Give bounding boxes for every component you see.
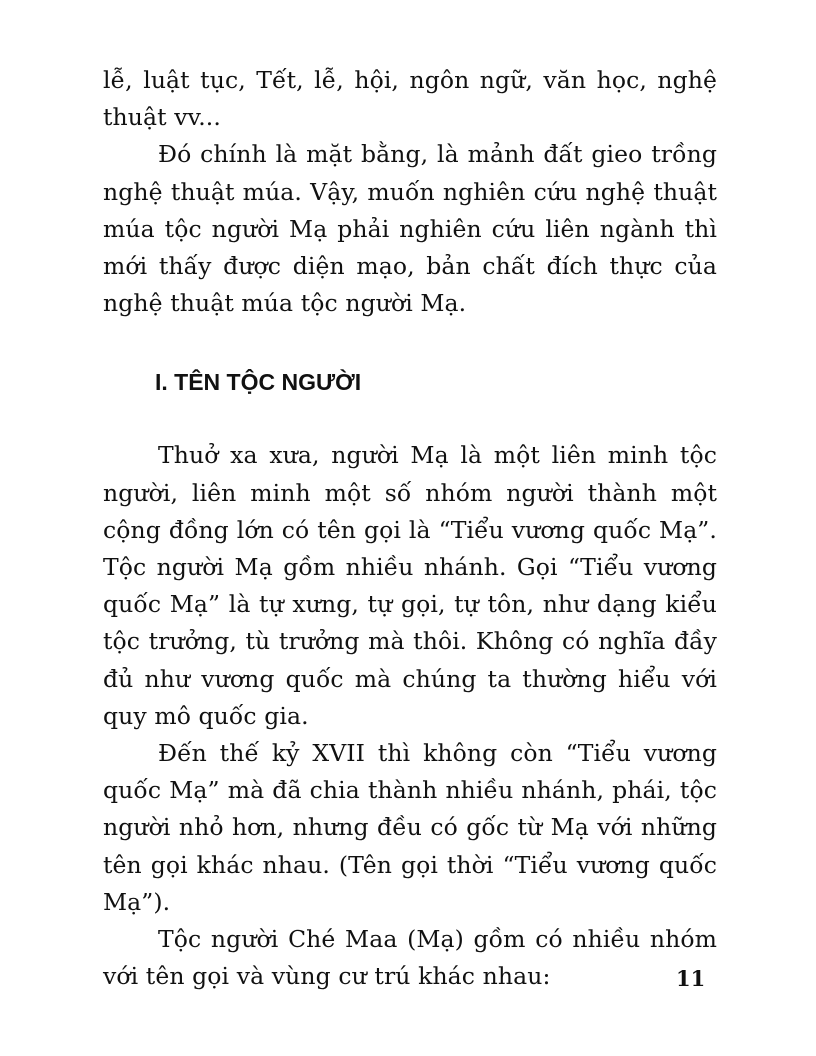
page-number: 11 [676, 966, 706, 991]
paragraph-continuation: lễ, luật tục, Tết, lễ, hội, ngôn ngữ, văn học, nghệ thuật vv... [103, 66, 717, 132]
paragraph-intro: Đó chính là mặt bằng, là mảnh đất gieo trồng nghệ thuật múa. Vậy, muốn nghiên cứu nghệ thuật múa tộc người Mạ phải nghiên cứu liên ngành thì mới thấy được diện mạo, bản chất đích thực của nghệ thuật múa tộc người Mạ. [103, 140, 717, 318]
paragraph-2: Đến thế kỷ XVII thì không còn “Tiểu vương quốc Mạ” mà đã chia thành nhiều nhánh, phái, tộc người nhỏ hơn, nhưng đều có gốc từ Mạ với những tên gọi khác nhau. (Tên gọi thời “Tiểu vương quốc Mạ”). [103, 739, 717, 916]
paragraph-1: Thuở xa xưa, người Mạ là một liên minh tộc người, liên minh một số nhóm người thành một cộng đồng lớn có tên gọi là “Tiểu vương quốc Mạ”. Tộc người Mạ gồm nhiều nhánh. Gọi “Tiểu vương quốc Mạ” là tự xưng, tự gọi, tự tôn, như dạng kiểu tộc trưởng, tù trưởng mà thôi. Không có nghĩa đầy đủ như vương quốc mà chúng ta thường hiểu với quy mô quốc gia. [103, 441, 717, 730]
paragraph-3: Tộc người Ché Maa (Mạ) gồm có nhiều nhóm với tên gọi và vùng cư trú khác nhau: [103, 925, 717, 991]
section-heading: I. TÊN TỘC NGƯỜI [155, 369, 362, 396]
page-content [103, 62, 717, 995]
